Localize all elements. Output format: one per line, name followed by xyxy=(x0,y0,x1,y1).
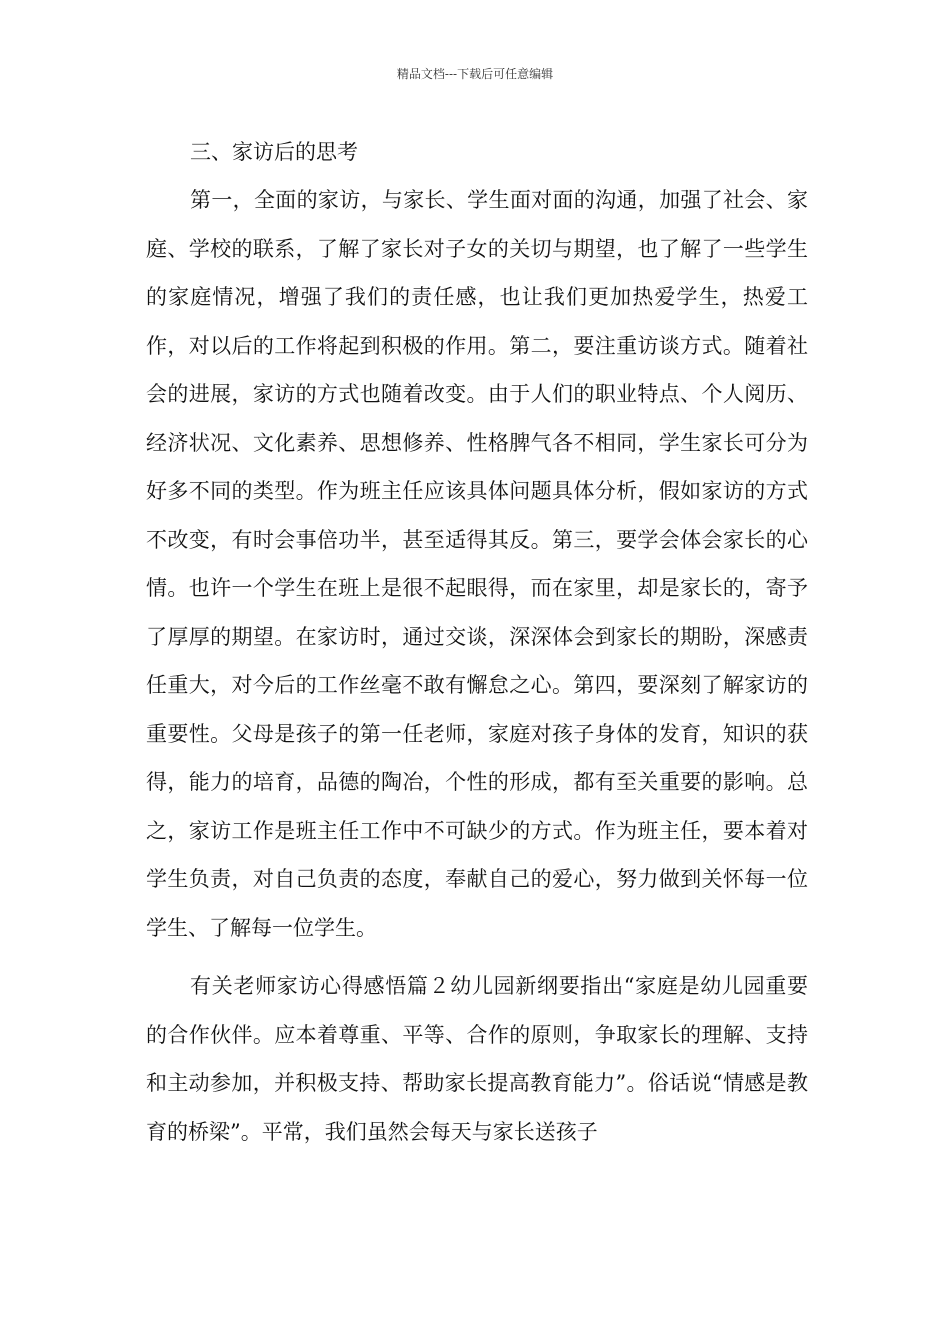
document-body xyxy=(146,128,808,1156)
section-heading: 三、家访后的思考 xyxy=(190,140,358,164)
page-header: 精品文档---下载后可任意编辑 xyxy=(396,67,554,81)
paragraph-reflection: 第一，全面的家访，与家长、学生面对面的沟通，加强了社会、家庭、学校的联系，了解了家长对子女的关切与期望，也了解了一些学生的家庭情况，增强了我们的责任感，也让我们更加热爱学生，热爱工作，对以后的工作将起到积极的作用。第二，要注重访谈方式。随着社会的进展，家访的方式也随着改变。由于人们的职业特点、个人阅历、经济状况、文化素养、思想修养、性格脾气各不相同，学生家长可分为好多不同的类型。作为班主任应该具体问题具体分析，假如家访的方式不改变，有时会事倍功半，甚至适得其反。第三，要学会体会家长的心情。也许一个学生在班上是很不起眼得，而在家里，却是家长的，寄予了厚厚的期望。在家访时，通过交谈，深深体会到家长的期盼，深感责任重大，对今后的工作丝毫不敢有懈怠之心。第四，要深刻了解家访的重要性。父母是孩子的第一任老师，家庭对孩子身体的发育，知识的获得，能力的培育，品德的陶冶，个性的形成，都有至关重要的影响。总之，家访工作是班主任工作中不可缺少的方式。作为班主任，要本着对学生负责，对自己负责的态度，奉献自己的爱心，努力做到关怀每一位学生、了解每一位学生。 xyxy=(146,188,808,940)
paragraph-kindergarten: 有关老师家访心得感悟篇２幼儿园新纲要指出“家庭是幼儿园重要的合作伙伴。应本着尊重、平等、合作的原则，争取家长的理解、支持和主动参加，并积极支持、帮助家长提高教育能力”。俗话说“情感是教育的桥梁”。平常，我们虽然会每天与家长送孩子 xyxy=(146,974,808,1144)
paragraph-gap xyxy=(146,952,808,962)
